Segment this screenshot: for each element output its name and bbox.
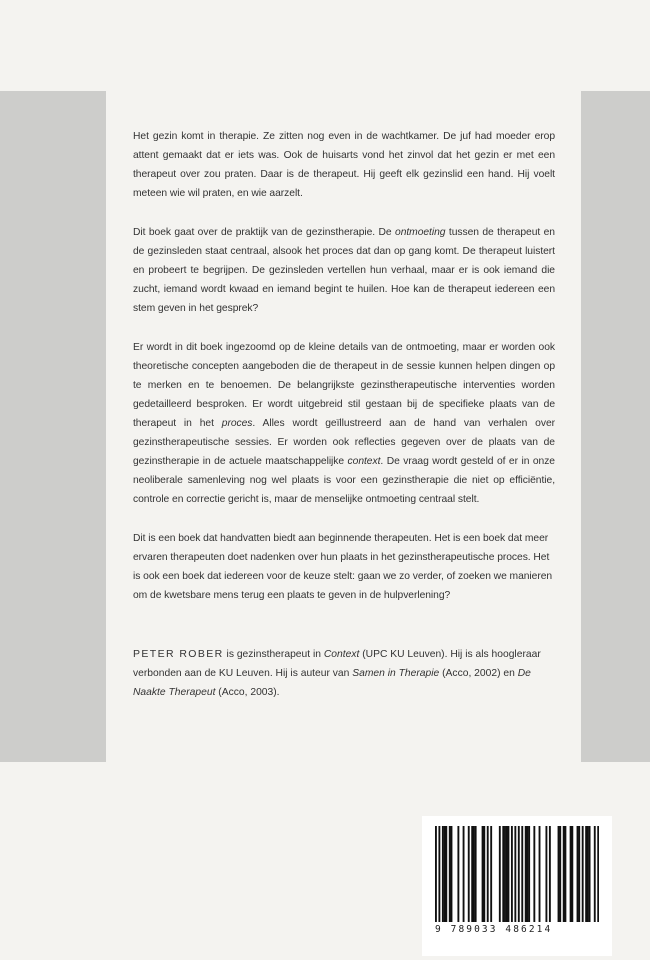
barcode-bar [435, 826, 437, 922]
author-bio-text-2: (UPC KU Leuven). Hij is als hoogleraar verbonden aan de KU Leuven. Hij is auteur van [133, 649, 541, 679]
barcode-bar [506, 826, 508, 922]
barcode-bar [594, 826, 596, 922]
barcode-digits: 9 789033 486214 [435, 924, 553, 935]
blurb-paragraph-4: Dit is een boek dat handvatten biedt aan beginnende therapeuten. Het is een boek dat meer ervaren therapeuten doet nadenken over hun plaats in het gezinstherapeutische proces. Het is ook een boek dat iedereen voor de keuze stelt: gaan we zo verder, of zoeken we manieren om de kwetsbare mens terug een plaats te geven in de hulpverlening? [133, 533, 553, 601]
barcode-bar [578, 826, 580, 922]
barcode-bar [475, 826, 477, 922]
author-bio-book-2: De Naakte Therapeut [133, 668, 531, 698]
barcode-bar [487, 826, 489, 922]
author-bio [133, 645, 555, 702]
barcode-bar [525, 826, 527, 922]
barcode-bar [587, 826, 589, 922]
blurb-p2-emphasis: ontmoeting [395, 227, 446, 238]
barcode-bar [483, 826, 485, 922]
barcode-bar [508, 826, 510, 922]
barcode-bar [442, 826, 444, 922]
barcode-bar [589, 826, 591, 922]
barcode-bar [482, 826, 484, 922]
author-bio-text-4: (Acco, 2003). [215, 687, 280, 698]
barcode-bar [511, 826, 513, 922]
barcode-bars [435, 826, 599, 922]
barcode-bar [559, 826, 561, 922]
blurb-p3-text-a: Er wordt in dit boek ingezoomd op de kleine details van de ontmoeting, maar er worden ook theoretische concepten aangeboden die de therapeut in de sessie kunnen helpen dingen op te merken en te benoemen. De belangrijkste gezinstherapeutische interventies worden gedetailleerd besproken. Er wordt uitgebreid stil gestaan bij de specifieke plaats van de therapeut in het [133, 342, 555, 429]
blurb-p2-text-b: tussen de therapeut en de gezinsleden staat centraal, alsook het proces dat dan op gang komt. De therapeut luistert en probeert te begrijpen. De gezinsleden vertellen hun verhaal, maar er is ook iemand die zucht, iemand wordt kwaad en iemand begint te huilen. Hoe kan de therapeut iedereen een stem geven in het gesprek? [133, 227, 555, 314]
barcode-bar [449, 826, 451, 922]
barcode-bar [577, 826, 579, 922]
blurb-p3-emphasis-context: context [347, 456, 381, 467]
barcode-bar [468, 826, 470, 922]
barcode-bar [502, 826, 504, 922]
author-bio-text-1: is gezinstherapeut in [223, 649, 324, 660]
barcode-bar [571, 826, 573, 922]
barcode-bar [563, 826, 565, 922]
barcode-bar [451, 826, 453, 922]
barcode-bar [457, 826, 459, 922]
barcode-bar [539, 826, 541, 922]
barcode-bar [514, 826, 516, 922]
blurb-paragraph-1: Het gezin komt in therapie. Ze zitten nog even in de wachtkamer. De juf had moeder erop attent gemaakt dat er iets was. Ook de huisarts vond het zinvol dat het gezin er met een therapeut over zou praten. Daar is de therapeut. Hij geeft elk gezinslid een hand. Hij voelt meteen wie wil praten, en wie aarzelt. [133, 131, 555, 199]
blurb-paragraph-3 [133, 338, 555, 509]
barcode-bar [528, 826, 530, 922]
barcode-bar [526, 826, 528, 922]
barcode-bar [499, 826, 501, 922]
blurb-p3-text-c: . De vraag wordt gesteld of er in onze neoliberale samenleving nog wel plaats is voor een gezinstherapie die niet op efficiëntie, controle en correctie gericht is, maar de menselijke ontmoeting centraal stelt. [133, 456, 555, 505]
barcode-bar [545, 826, 547, 922]
barcode-bar [564, 826, 566, 922]
blurb-p2-text-a: Dit boek gaat over de praktijk van de gezinstherapie. De [133, 227, 396, 238]
barcode-bar [518, 826, 520, 922]
author-bio-text-3: (Acco, 2002) en [439, 668, 518, 679]
isbn-barcode [422, 816, 612, 956]
barcode-bar [445, 826, 447, 922]
barcode-bar [585, 826, 587, 922]
left-gray-band [0, 91, 106, 762]
barcode-bar [533, 826, 535, 922]
barcode-bar [471, 826, 473, 922]
barcode-bar [597, 826, 599, 922]
author-name: PETER ROBER [133, 648, 224, 660]
blurb-paragraph-2 [133, 223, 555, 318]
blurb-p3-emphasis-proces: proces [221, 418, 253, 429]
right-gray-band [581, 91, 650, 762]
barcode-bar [463, 826, 465, 922]
barcode-bar [504, 826, 506, 922]
barcode-bar [438, 826, 440, 922]
barcode-bar [473, 826, 475, 922]
back-cover-blurb [133, 127, 555, 625]
barcode-bar [521, 826, 523, 922]
blurb-p3-text-b: . Alles wordt geïllustreerd aan de hand van verhalen over gezinstherapeutische sessies. Er worden ook reflecties gegeven over de plaats van de gezinstherapie in de actuele maatschappelijke [133, 418, 555, 467]
barcode-bar [444, 826, 446, 922]
barcode-bar [549, 826, 551, 922]
barcode-bar [558, 826, 560, 922]
barcode-bar [490, 826, 492, 922]
barcode-bar [582, 826, 584, 922]
author-bio-book-1: Samen in Therapie [352, 668, 440, 679]
barcode-bar [570, 826, 572, 922]
author-bio-context: Context [323, 649, 360, 660]
